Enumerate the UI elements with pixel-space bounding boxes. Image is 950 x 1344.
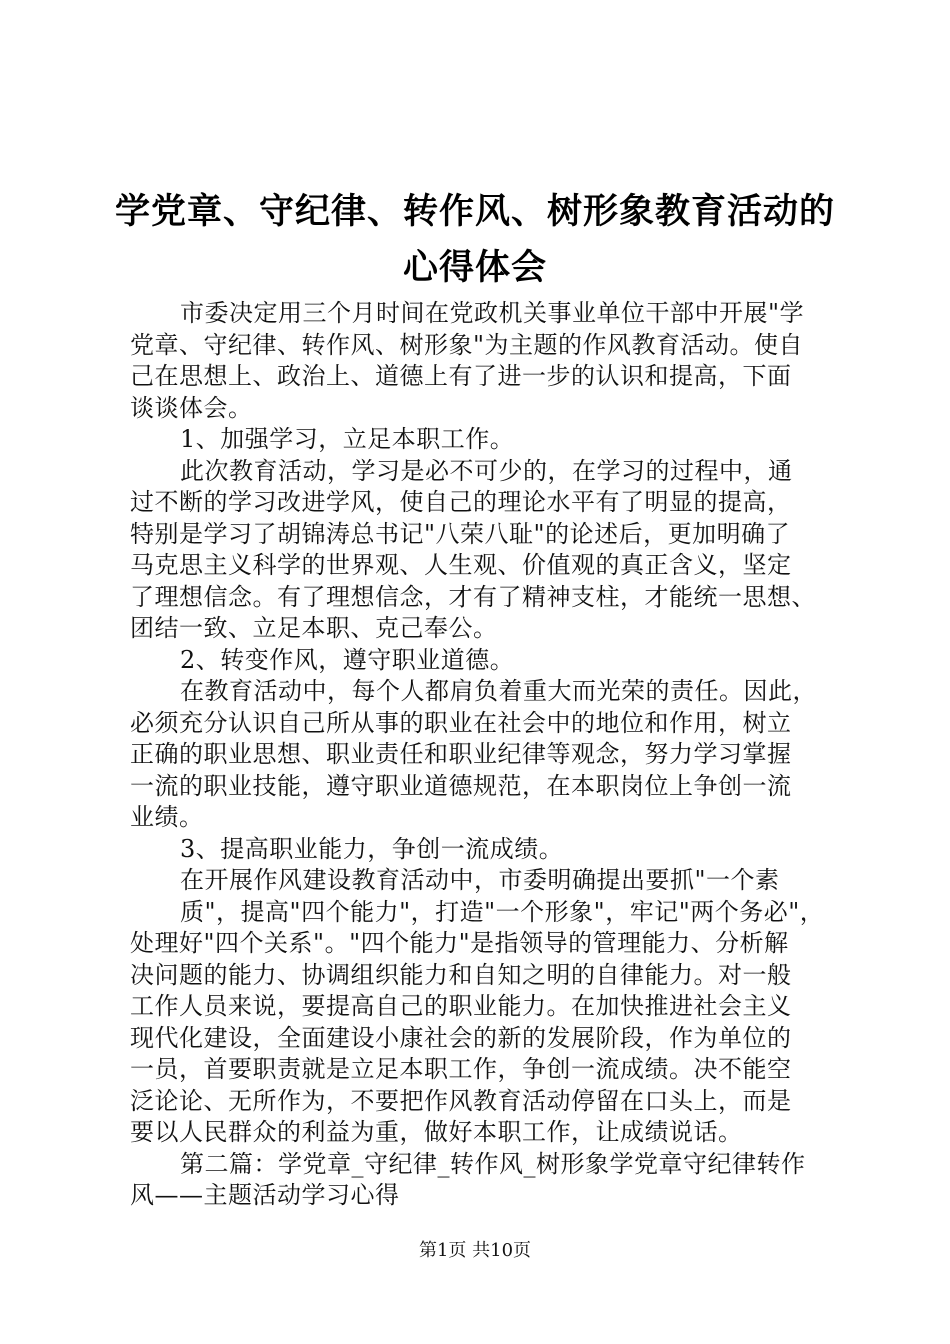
section-heading: 3、提高职业能力，争创一流成绩。 <box>180 834 564 863</box>
body-line: 己在思想上、政治上、道德上有了进一步的认识和提高，下面 <box>130 362 792 390</box>
body-line: 风——主题活动学习心得 <box>130 1181 400 1209</box>
body-line: 现代化建设，全面建设小康社会的新的发展阶段，作为单位的 <box>130 1023 792 1052</box>
body-line: 一流的职业技能，遵守职业道德规范，在本职岗位上争创一流 <box>130 771 792 800</box>
body-line: 处理好"四个关系"。"四个能力"是指领导的管理能力、分析解 <box>130 929 789 957</box>
body-line: 此次教育活动，学习是必不可少的，在学习的过程中，通 <box>180 456 793 485</box>
document-title-line-1: 学党章、守纪律、转作风、树形象教育活动的 <box>114 192 835 232</box>
body-line: 正确的职业思想、职业责任和职业纪律等观念，努力学习掌握 <box>130 740 792 768</box>
body-line: 一员，首要职责就是立足本职工作，争创一流成绩。决不能空 <box>130 1055 792 1083</box>
body-line: 泛论论、无所作为，不要把作风教育活动停留在口头上，而是 <box>130 1086 792 1115</box>
body-line: 特别是学习了胡锦涛总书记"八荣八耻"的论述后，更加明确了 <box>130 519 791 548</box>
section-heading: 1、加强学习，立足本职工作。 <box>180 425 515 453</box>
body-line: 团结一致、立足本职、克己奉公。 <box>130 614 498 642</box>
body-line: 质"，提高"四个能力"，打造"一个形象"，牢记"两个务必"， <box>180 897 825 926</box>
body-line: 在教育活动中，每个人都肩负着重大而光荣的责任。因此， <box>180 677 817 705</box>
body-line: 了理想信念。有了理想信念，才有了精神支柱，才能统一思想、 <box>130 582 816 611</box>
body-line: 业绩。 <box>130 803 204 831</box>
section-heading: 2、转变作风，遵守职业道德。 <box>180 645 515 674</box>
body-line: 过不断的学习改进学风，使自己的理论水平有了明显的提高， <box>130 488 792 516</box>
document-title-line-2: 心得体会 <box>402 248 547 288</box>
body-line: 市委决定用三个月时间在党政机关事业单位干部中开展"学 <box>180 299 805 327</box>
body-line: 在开展作风建设教育活动中，市委明确提出要抓"一个素 <box>180 866 780 894</box>
body-line: 第二篇：学党章_守纪律_转作风_树形象学党章守纪律转作 <box>180 1149 806 1178</box>
page-footer: 第1页 共10页 <box>418 1240 532 1261</box>
body-line: 要以人民群众的利益为重，做好本职工作，让成绩说话。 <box>130 1118 743 1146</box>
document-body <box>130 298 835 1212</box>
body-line: 必须充分认识自己所从事的职业在社会中的地位和作用，树立 <box>130 708 792 737</box>
body-line: 马克思主义科学的世界观、人生观、价值观的真正含义，坚定 <box>130 551 792 579</box>
body-line: 工作人员来说，要提高自己的职业能力。在加快推进社会主义 <box>130 992 792 1020</box>
body-line: 党章、守纪律、转作风、树形象"为主题的作风教育活动。使自 <box>130 330 804 359</box>
body-line: 谈谈体会。 <box>130 393 253 422</box>
body-line: 决问题的能力、协调组织能力和自知之明的自律能力。对一般 <box>130 960 792 989</box>
